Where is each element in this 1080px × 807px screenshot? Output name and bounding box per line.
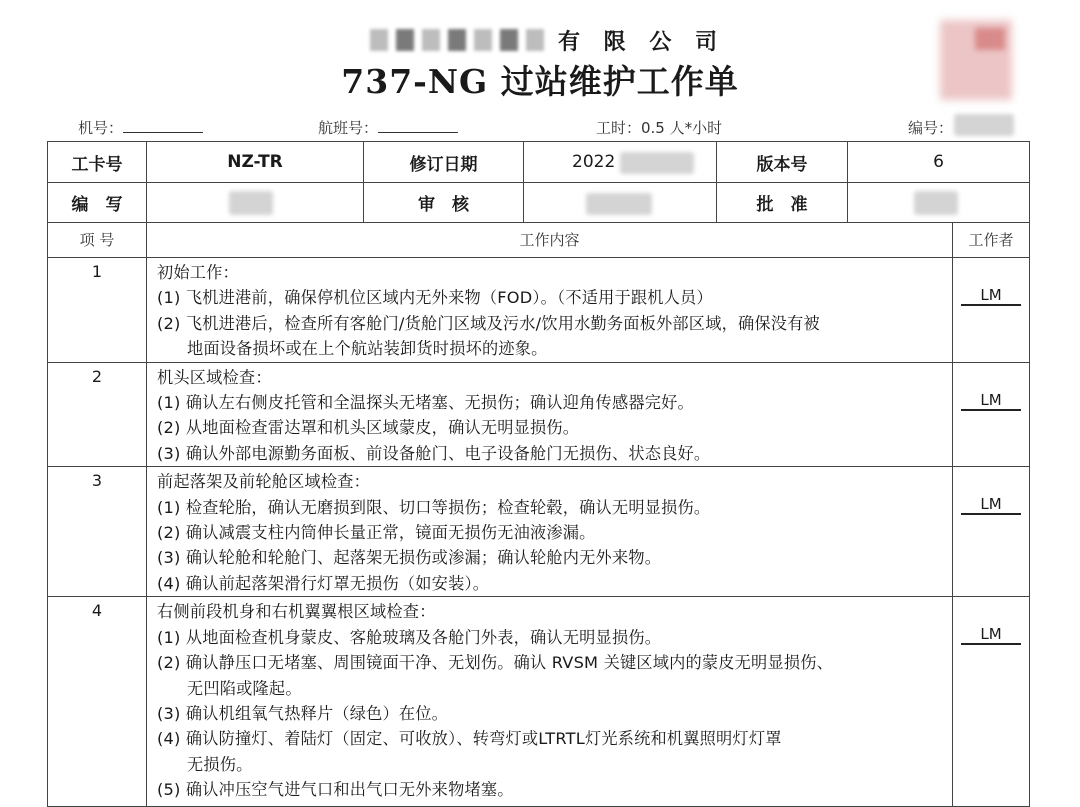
redacted-author — [229, 191, 273, 215]
flight-field — [318, 117, 458, 138]
version-label: 版本号 — [717, 142, 848, 183]
table-row — [48, 467, 1030, 597]
redacted-block — [396, 29, 414, 51]
rev-date-cell — [524, 142, 717, 183]
content-line: (3) 确认轮舱和轮舱门、起落架无损伤或渗漏；确认轮舱内无外来物。 — [157, 548, 662, 568]
content-line: (4) 确认防撞灯、着陆灯（固定、可收放）、转弯灯或LTRTL灯光系统和机翼照明灯灯罩 — [157, 729, 782, 749]
item-number: 3 — [48, 467, 147, 597]
content-line: (1) 确认左右侧皮托管和全温探头无堵塞、无损伤；确认迎角传感器完好。 — [157, 393, 694, 413]
item-number: 1 — [48, 258, 147, 363]
table-row — [48, 597, 1030, 807]
redacted-reviewer — [586, 193, 652, 215]
column-header-worker: 工作者 — [953, 223, 1030, 258]
content-line: 前起落架及前轮舱区域检查： — [157, 472, 371, 492]
card-no-value: NZ-TR — [147, 142, 364, 183]
content-line: (2) 飞机进港后，检查所有客舱门/货舱门区域及污水/饮用水勤务面板外部区域，确保没有被 — [157, 313, 820, 333]
review-value — [524, 183, 717, 223]
redacted-block — [526, 29, 544, 51]
approve-value — [848, 183, 1030, 223]
column-header-content: 工作内容 — [147, 223, 953, 258]
card-header-table — [47, 141, 1030, 223]
item-content — [147, 467, 953, 597]
flight-blank — [378, 118, 458, 133]
item-number: 2 — [48, 362, 147, 467]
redacted-date — [620, 152, 694, 174]
card-no-label: 工卡号 — [48, 142, 147, 183]
redacted-block — [370, 29, 388, 51]
company-suffix: 有 限 公 司 — [558, 28, 725, 55]
redacted-block — [474, 29, 492, 51]
content-line: (5) 确认冲压空气进气口和出气口无外来物堵塞。 — [157, 780, 514, 800]
content-line: (1) 从地面检查机身蒙皮、客舱玻璃及各舱门外表，确认无明显损伤。 — [157, 627, 662, 647]
approve-label: 批 准 — [717, 183, 848, 223]
table-row — [48, 258, 1030, 363]
work-hours: 工时：0.5 人*小时 — [596, 119, 723, 137]
worker-signature: LM — [961, 286, 1021, 306]
document-title: 737-NG 过站维护工作单 — [341, 62, 739, 101]
work-items-table — [47, 222, 1030, 807]
item-content — [147, 258, 953, 363]
item-content — [147, 597, 953, 807]
content-line: (1) 飞机进港前，确保停机位区域内无外来物（FOD）。（不适用于跟机人员） — [157, 288, 713, 308]
item-number: 4 — [48, 597, 147, 807]
content-line: 无损伤。 — [187, 754, 253, 774]
content-line: 初始工作： — [157, 263, 239, 282]
content-line: (2) 确认减震支柱内筒伸长量正常，镜面无损伤无油液渗漏。 — [157, 523, 596, 543]
redacted-logo-mark — [975, 28, 1005, 50]
content-line: 无凹陷或隆起。 — [187, 678, 302, 698]
author-label: 编 写 — [48, 183, 147, 223]
column-header-item: 项 号 — [48, 223, 147, 258]
content-line: (4) 确认前起落架滑行灯罩无损伤（如安装）。 — [157, 573, 490, 593]
author-value — [147, 183, 364, 223]
worker-cell — [953, 362, 1030, 467]
company-name — [370, 24, 725, 56]
rev-date-value: 2022 — [572, 152, 616, 172]
version-value: 6 — [848, 142, 1030, 183]
redacted-block — [500, 29, 518, 51]
aircraft-field — [78, 117, 203, 138]
content-line: 右侧前段机身和右机翼翼根区域检查： — [157, 602, 436, 622]
worker-signature: LM — [961, 495, 1021, 515]
redacted-serial — [954, 114, 1014, 136]
worker-cell — [953, 467, 1030, 597]
content-line: 地面设备损坏或在上个航站装卸货时损坏的迹象。 — [187, 339, 548, 359]
serial-field — [908, 117, 953, 138]
worker-cell — [953, 597, 1030, 807]
worker-signature: LM — [961, 625, 1021, 645]
aircraft-blank — [123, 118, 203, 133]
rev-date-label: 修订日期 — [364, 142, 524, 183]
content-line: (3) 确认机组氧气热释片（绿色）在位。 — [157, 703, 449, 723]
worker-signature: LM — [961, 391, 1021, 411]
redacted-block — [422, 29, 440, 51]
redacted-block — [448, 29, 466, 51]
worker-cell — [953, 258, 1030, 363]
content-line: (1) 检查轮胎，确认无磨损到限、切口等损伤；检查轮毂，确认无明显损伤。 — [157, 497, 711, 517]
table-row — [48, 362, 1030, 467]
redacted-approver — [914, 191, 958, 215]
flight-label: 航班号： — [318, 119, 379, 137]
review-label: 审 核 — [364, 183, 524, 223]
item-content — [147, 362, 953, 467]
aircraft-label: 机号： — [78, 119, 124, 137]
content-line: (2) 从地面检查雷达罩和机头区域蒙皮，确认无明显损伤。 — [157, 418, 580, 438]
content-line: (2) 确认静压口无堵塞、周围镜面干净、无划伤。确认 RVSM 关键区域内的蒙皮无明显损伤、 — [157, 653, 833, 673]
serial-label: 编号： — [908, 119, 954, 137]
content-line: 机头区域检查： — [157, 367, 272, 387]
content-line: (3) 确认外部电源勤务面板、前设备舱门、电子设备舱门无损伤、状态良好。 — [157, 443, 711, 463]
